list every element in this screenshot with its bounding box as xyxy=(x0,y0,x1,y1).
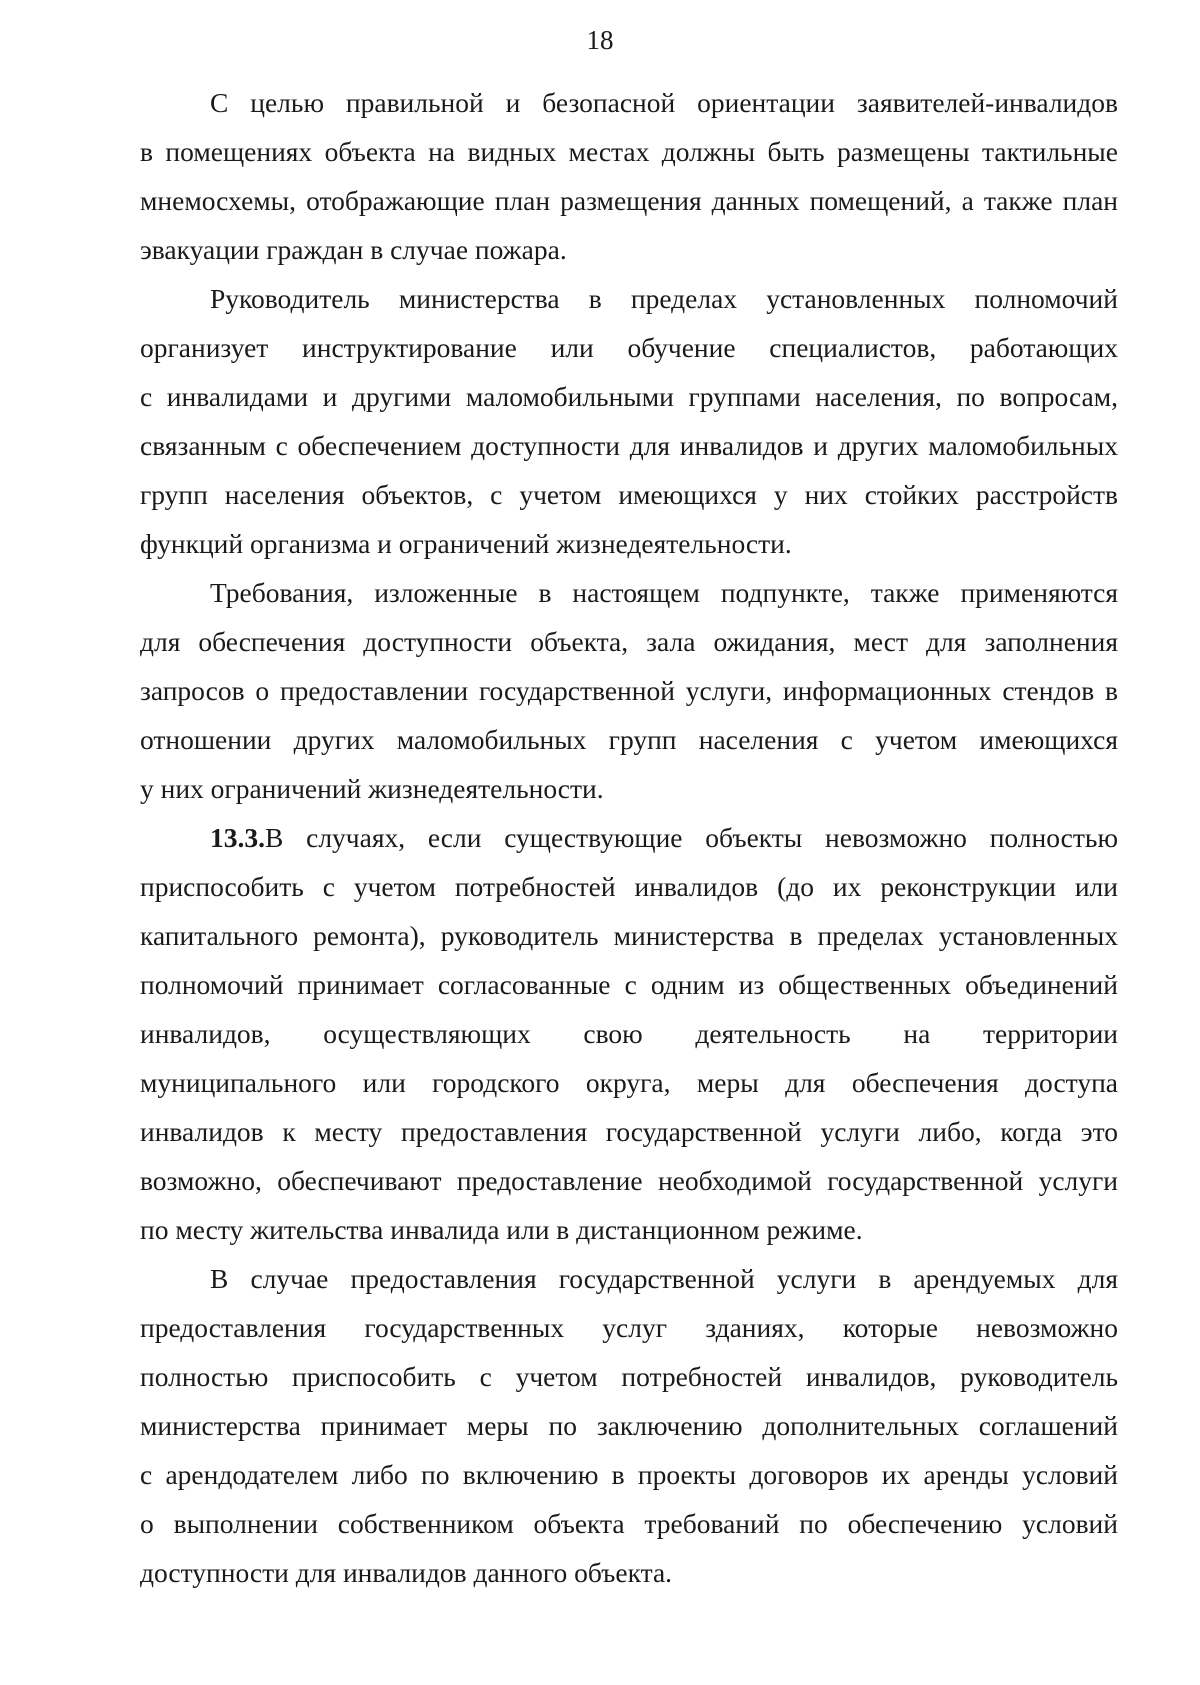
text-line: функций организма и ограничений жизнедеятельности. xyxy=(140,528,792,559)
text-line: с инвалидами и другими маломобильными группами населения, по вопросам, xyxy=(140,381,1118,412)
text-line: предоставления государственных услуг зданиях, которые невозможно xyxy=(140,1312,1118,1343)
paragraph xyxy=(140,274,1118,568)
text-line: групп населения объектов, с учетом имеющихся у них стойких расстройств xyxy=(140,479,1118,510)
text-line xyxy=(140,813,1118,862)
text-line: В случае предоставления государственной услуги в арендуемых для xyxy=(210,1263,1118,1294)
document-body xyxy=(140,78,1118,1597)
text-line: возможно, обеспечивают предоставление необходимой государственной услуги xyxy=(140,1165,1118,1196)
text-line: запросов о предоставлении государственной услуги, информационных стендов в xyxy=(140,675,1118,706)
paragraph xyxy=(140,1254,1118,1597)
section-number: 13.3. xyxy=(210,822,265,853)
paragraph-13-3 xyxy=(140,813,1118,1254)
text-line: инвалидов к месту предоставления государственной услуги либо, когда это xyxy=(140,1116,1118,1147)
text-line-rest: В случаях, если существующие объекты невозможно полностью xyxy=(265,822,1118,853)
text-line: инвалидов, осуществляющих свою деятельность на территории xyxy=(140,1018,1118,1049)
text-line: мнемосхемы, отображающие план размещения данных помещений, а также план xyxy=(140,185,1118,216)
text-line: полностью приспособить с учетом потребностей инвалидов, руководитель xyxy=(140,1361,1118,1392)
text-line: эвакуации граждан в случае пожара. xyxy=(140,234,567,265)
text-line: отношении других маломобильных групп населения с учетом имеющихся xyxy=(140,724,1118,755)
text-line: с арендодателем либо по включению в проекты договоров их аренды условий xyxy=(140,1459,1118,1490)
text-line: муниципального или городского округа, меры для обеспечения доступа xyxy=(140,1067,1118,1098)
text-line: в помещениях объекта на видных местах должны быть размещены тактильные xyxy=(140,136,1118,167)
text-line: министерства принимает меры по заключению дополнительных соглашений xyxy=(140,1410,1118,1441)
text-line: С целью правильной и безопасной ориентации заявителей-инвалидов xyxy=(210,87,1118,118)
paragraph xyxy=(140,568,1118,813)
text-line: организует инструктирование или обучение специалистов, работающих xyxy=(140,332,1118,363)
text-line: о выполнении собственником объекта требований по обеспечению условий xyxy=(140,1508,1118,1539)
text-line: для обеспечения доступности объекта, зала ожидания, мест для заполнения xyxy=(140,626,1118,657)
text-line: доступности для инвалидов данного объекта. xyxy=(140,1557,673,1588)
text-line: у них ограничений жизнедеятельности. xyxy=(140,773,604,804)
paragraph xyxy=(140,78,1118,274)
text-line: приспособить с учетом потребностей инвалидов (до их реконструкции или xyxy=(140,871,1118,902)
text-line: Требования, изложенные в настоящем подпункте, также применяются xyxy=(210,577,1118,608)
text-line: Руководитель министерства в пределах установленных полномочий xyxy=(210,283,1118,314)
text-line: полномочий принимает согласованные с одним из общественных объединений xyxy=(140,969,1118,1000)
text-line: капитального ремонта), руководитель министерства в пределах установленных xyxy=(140,920,1118,951)
page-number: 18 xyxy=(586,25,614,55)
text-line: по месту жительства инвалида или в дистанционном режиме. xyxy=(140,1214,863,1245)
text-line: связанным с обеспечением доступности для инвалидов и других маломобильных xyxy=(140,430,1118,461)
